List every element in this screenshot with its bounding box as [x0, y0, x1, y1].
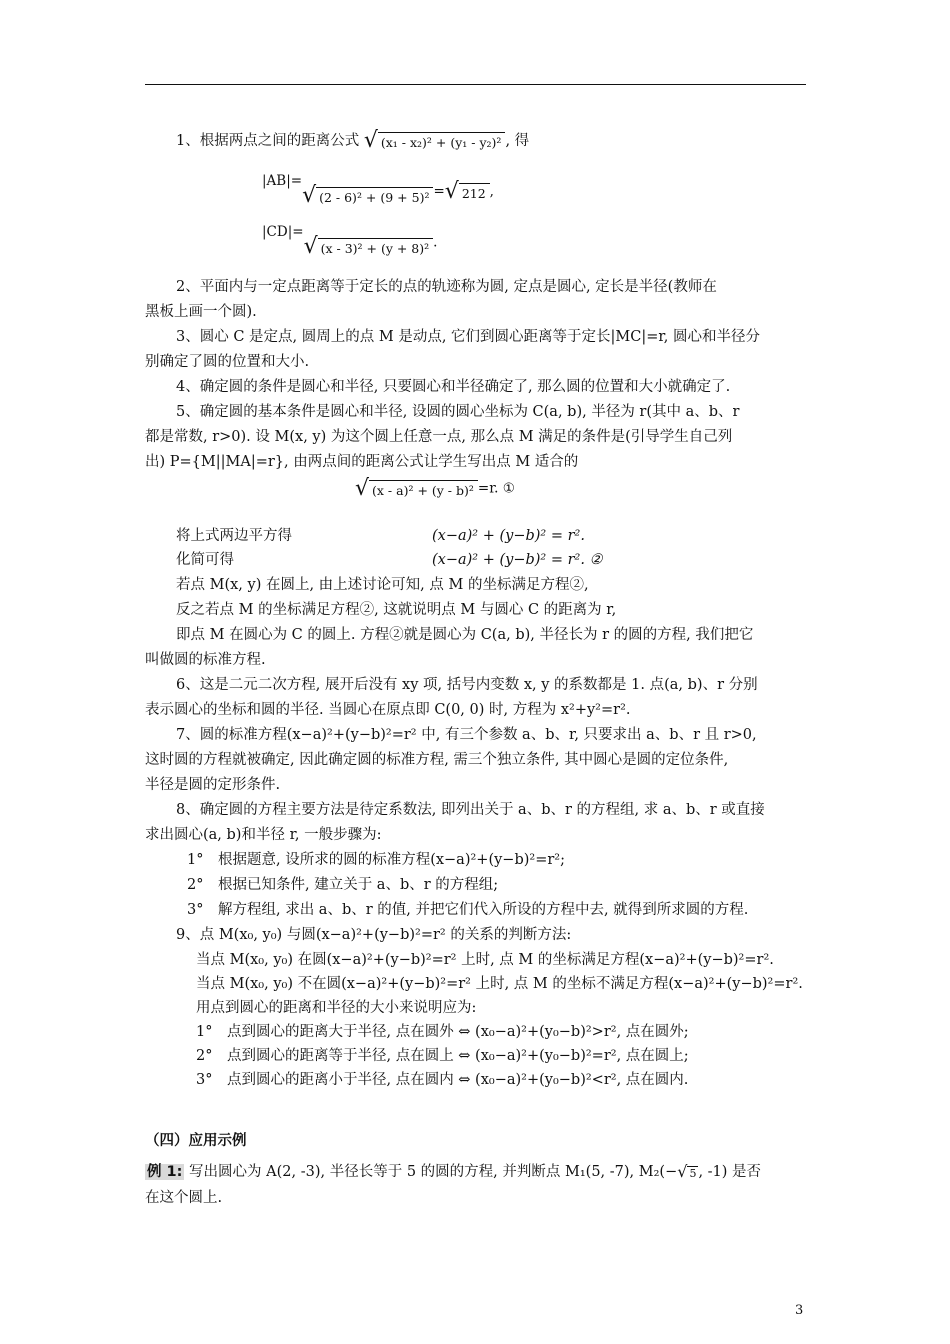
para-7b: 这时圆的方程就被确定, 因此确定圆的标准方程, 需三个独立条件, 其中圆心是圆的定位条件, [145, 752, 729, 768]
simplify-label: 化简可得 [176, 552, 234, 568]
page-number: 3 [795, 1303, 804, 1318]
para-7a: 7、圆的标准方程(x−a)²+(y−b)²=r² 中, 有三个参数 a、b、r, 只要求出 a、b、r 且 r>0, [176, 727, 757, 743]
example-1b: 在这个圆上. [145, 1190, 223, 1206]
square-label: 将上式两边平方得 [176, 528, 292, 544]
line-3: 即点 M 在圆心为 C 的圆上. 方程②就是圆心为 C(a, b), 半径长为 r 的圆的方程, 我们把它 [176, 627, 754, 643]
square-formula: (x−a)² + (y−b)² = r². [432, 528, 585, 544]
line-2: 反之若点 M 的坐标满足方程②, 这就说明点 M 与圆心 C 的距离为 r, [176, 602, 617, 618]
section-title: （四）应用示例 [145, 1133, 247, 1149]
condition-off: 当点 M(x₀, y₀) 不在圆(x−a)²+(y−b)²=r² 上时, 点 M 的坐标不满足方程(x−a)²+(y−b)²=r². [196, 976, 803, 992]
para-8a: 8、确定圆的方程主要方法是待定系数法, 即列出关于 a、b、r 的方程组, 求 a、b、r 或直接 [176, 802, 765, 818]
para-5b: 都是常数, r>0). 设 M(x, y) 为这个圆上任意一点, 那么点 M 满足的条件是(引导学生自己列 [145, 429, 733, 445]
para-2a: 2、平面内与一定点距离等于定长的点的轨迹称为圆, 定点是圆心, 定长是半径(教师在 [176, 279, 717, 295]
condition-on: 当点 M(x₀, y₀) 在圆(x−a)²+(y−b)²=r² 上时, 点 M 的坐标满足方程(x−a)²+(y−b)²=r². [196, 952, 774, 968]
para-7c: 半径是圆的定形条件. [145, 777, 281, 793]
example-1-label: 例 1: [147, 1164, 183, 1180]
line-4: 叫做圆的标准方程. [145, 652, 266, 668]
para-6a: 6、这是二元二次方程, 展开后没有 xy 项, 括号内变数 x, y 的系数都是 1. 点(a, b)、r 分别 [176, 677, 758, 693]
simplify-formula: (x−a)² + (y−b)² = r². ② [432, 552, 603, 568]
para-3b: 别确定了圆的位置和大小. [145, 354, 310, 370]
para-5c: 出) P={M||MA|=r}, 由两点间的距离公式让学生写出点 M 适合的 [145, 454, 579, 470]
example-1: 例 1: 写出圆心为 A(2, -3), 半径长等于 5 的圆的方程, 并判断点 M₁(5, -7), M₂(− √ 5 , -1) 是否 [147, 1162, 762, 1181]
para-1: 1、根据两点之间的距离公式 √ (x₁ - x₂)² + (y₁ - y₂)² , 得 [176, 128, 530, 153]
distance-formula: √ (x₁ - x₂)² + (y₁ - y₂)² [364, 130, 506, 152]
ab-equation: |AB|= √ (2 - 6)² + (9 + 5)² = √ 212 , [262, 173, 494, 208]
para-5a: 5、确定圆的基本条件是圆心和半径, 设圆的圆心坐标为 C(a, b), 半径为 r(其中 a、b、r [176, 404, 740, 420]
cd-equation: |CD|= √ (x - 3)² + (y + 8)² . [262, 224, 438, 259]
step-1: 1° 根据题意, 设所求的圆的标准方程(x−a)²+(y−b)²=r²; [187, 852, 565, 868]
step-2: 2° 根据已知条件, 建立关于 a、b、r 的方程组; [187, 877, 499, 893]
para-6b: 表示圆心的坐标和圆的半径. 当圆心在原点即 C(0, 0) 时, 方程为 x²+y²=r². [145, 702, 631, 718]
para-8b: 求出圆心(a, b)和半径 r, 一般步骤为: [145, 827, 382, 843]
para-1-text: 1、根据两点之间的距离公式 [176, 133, 360, 149]
equation-1: √ (x - a)² + (y - b)² =r. ① [355, 476, 515, 501]
header-rule [145, 84, 806, 85]
para-9: 9、点 M(x₀, y₀) 与圆(x−a)²+(y−b)²=r² 的关系的判断方法: [176, 927, 572, 943]
case-inside: 3° 点到圆心的距离小于半径, 点在圆内 ⇔ (x₀−a)²+(y₀−b)²<r², 点在圆内. [196, 1072, 689, 1088]
para-2b: 黑板上画一个圆). [145, 304, 257, 320]
case-outside: 1° 点到圆心的距离大于半径, 点在圆外 ⇔ (x₀−a)²+(y₀−b)²>r², 点在圆外; [196, 1024, 689, 1040]
case-on: 2° 点到圆心的距离等于半径, 点在圆上 ⇔ (x₀−a)²+(y₀−b)²=r², 点在圆上; [196, 1048, 689, 1064]
line-1: 若点 M(x, y) 在圆上, 由上述讨论可知, 点 M 的坐标满足方程②, [176, 577, 589, 593]
para-4: 4、确定圆的条件是圆心和半径, 只要圆心和半径确定了, 那么圆的位置和大小就确定了. [176, 379, 731, 395]
condition-intro: 用点到圆心的距离和半径的大小来说明应为: [196, 1000, 477, 1016]
step-3: 3° 解方程组, 求出 a、b、r 的值, 并把它们代入所设的方程中去, 就得到所求圆的方程. [187, 902, 749, 918]
para-3a: 3、圆心 C 是定点, 圆周上的点 M 是动点, 它们到圆心距离等于定长|MC|=r, 圆心和半径分 [176, 329, 760, 345]
